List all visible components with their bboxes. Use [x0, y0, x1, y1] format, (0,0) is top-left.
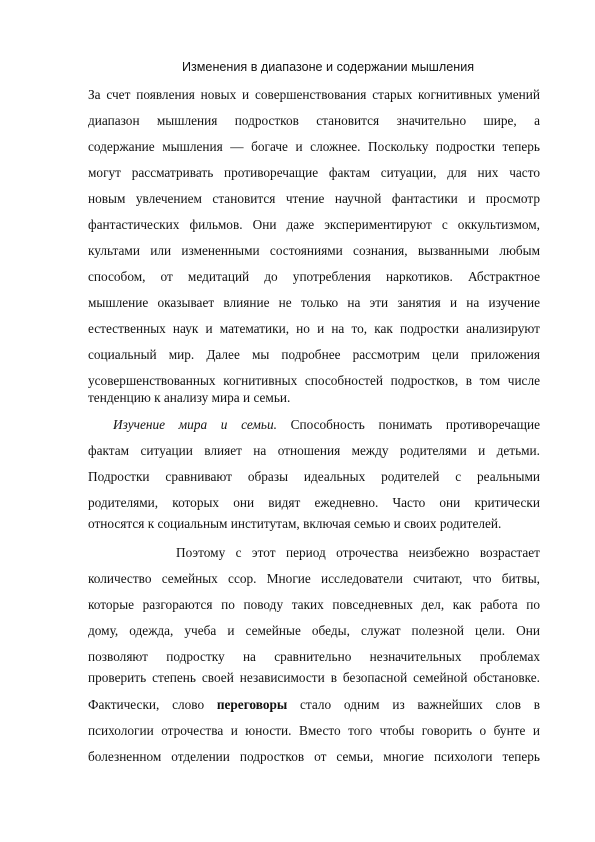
paragraph-line: диапазон мышления подростков становится значительно шире, а	[88, 113, 540, 128]
paragraph-line: количество семейных ссор. Многие исследователи считают, что битвы,	[88, 571, 540, 586]
paragraph-line: позволяют подростку на сравнительно незначительных проблемах	[88, 649, 540, 664]
paragraph-line: относятся к социальным институтам, включая семью и своих родителей.	[88, 516, 502, 531]
page-title: Изменения в диапазоне и содержании мышления	[181, 60, 475, 74]
paragraph-line: проверить степень своей независимости в безопасной семейной обстановке.	[88, 670, 540, 685]
paragraph-line: естественных наук и математики, но и на то, как подростки анализируют	[88, 321, 540, 336]
paragraph-line: родителями, которых они видят ежедневно. Часто они критически	[88, 495, 540, 510]
bold-term: переговоры	[216, 697, 288, 712]
paragraph-text: Фактически, слово	[88, 697, 217, 712]
paragraph-line: новым увлечением становится чтение научной фантастики и просмотр	[88, 191, 540, 206]
paragraph-line: Подростки сравнивают образы идеальных родителей с реальными	[88, 469, 540, 484]
paragraph-text: Способность понимать противоречащие	[276, 417, 540, 432]
paragraph-line: болезненном отделении подростков от семьи, многие психологи теперь	[88, 749, 540, 764]
paragraph-line: способом, от медитаций до употребления наркотиков. Абстрактное	[88, 269, 540, 284]
section-heading: Изучение мира и семьи.	[113, 417, 277, 432]
paragraph-line: социальный мир. Далее мы подробнее рассмотрим цели приложения	[88, 347, 540, 362]
paragraph-line: фантастических фильмов. Они даже экспериментируют с оккультизмом,	[88, 217, 540, 232]
paragraph-line: фактам ситуации влияет на отношения между родителями и детьми.	[88, 443, 540, 458]
paragraph-line	[88, 696, 540, 714]
paragraph-line: психологии отрочества и юности. Вместо того чтобы говорить о бунте и	[88, 723, 540, 738]
paragraph-line: Поэтому с этот период отрочества неизбежно возрастает	[176, 545, 540, 560]
paragraph-first-line	[113, 416, 540, 434]
paragraph-text: стало одним из важнейших слов в	[287, 697, 540, 712]
paragraph-line: культами или измененными состояниями сознания, вызванными любым	[88, 243, 540, 258]
paragraph-line: содержание мышления — богаче и сложнее. Поскольку подростки теперь	[88, 139, 540, 154]
paragraph-line: усовершенствованных когнитивных способностей подростков, в том числе	[88, 373, 540, 388]
paragraph-line: тенденцию к анализу мира и семьи.	[88, 390, 291, 405]
paragraph-line: За счет появления новых и совершенствования старых когнитивных умений	[88, 87, 540, 102]
paragraph-line: мышление оказывает влияние не только на эти занятия и на изучение	[88, 295, 540, 310]
paragraph-line: могут рассматривать противоречащие фактам ситуации, для них часто	[88, 165, 540, 180]
paragraph-line: которые разгораются по поводу таких повседневных дел, как работа по	[88, 597, 540, 612]
paragraph-line: дому, одежда, учеба и семейные обеды, служат полезной цели. Они	[88, 623, 540, 638]
